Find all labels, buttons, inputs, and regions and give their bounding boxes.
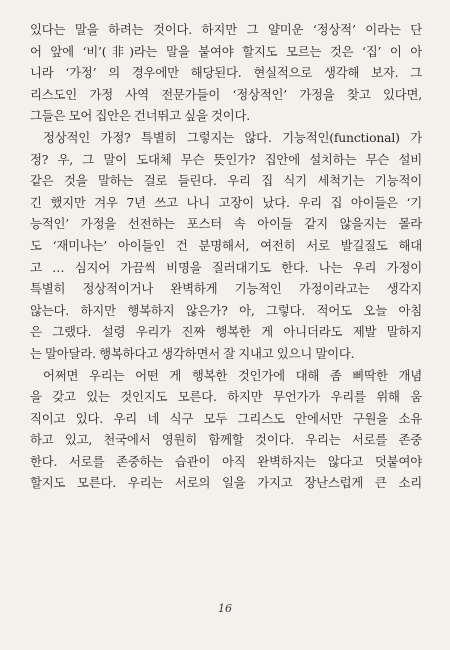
text-line: 하고 있고, 천국에서 영원히 함께할 것이다. 우리는 서로를 존중 — [30, 432, 422, 448]
body-text — [30, 19, 422, 494]
text-line: 리스도인 가정 사역 전문가들이 ‘정상적인’ 가정을 찾고 있다면, — [30, 86, 422, 102]
text-line: 도 ‘재미나는’ 아이들인 건 분명해서, 여전히 서로 발길질도 해대 — [30, 237, 422, 253]
paragraph-2 — [30, 127, 422, 365]
text-line: 특별히 정상적이거나 완벽하게 기능적인 가정이라고는 생각지 — [30, 281, 422, 297]
text-line: 긴 했지만 겨우 7년 쓰고 나니 고장이 났다. 우리 집 아이들은 ‘기 — [30, 194, 422, 210]
text-line: 할지도 모른다. 우리는 서로의 일을 가지고 장난스럽게 큰 소리 — [30, 475, 422, 491]
text-line: 고 … 심지어 가끔씩 비명을 질러대기도 한다. 나는 우리 가정이 — [30, 259, 422, 275]
text-line: 같은 것을 말하는 걸로 들린다. 우리 집 식기 세척기는 기능적이 — [30, 173, 422, 189]
text-line: 니라 ‘가정’ 의 경우에만 해당된다. 현실적으로 생각해 보자. 그 — [30, 65, 422, 81]
text-line: 을 갖고 있는 것인지도 모른다. 하지만 무언가가 우리를 위해 움 — [30, 389, 422, 405]
text-line: 어 앞에 ‘비’(非)라는 말을 붙여야 할지도 모르는 것은 ‘집’ 이 아 — [30, 43, 422, 59]
paragraph-3 — [30, 365, 422, 495]
text-line: 어쩌면 우리는 어떤 게 행복한 것인가에 대해 좀 삐딱한 개념 — [43, 367, 422, 383]
text-line: 능적인’ 가정을 선전하는 포스터 속 아이들 같지 않을지는 몰라 — [30, 216, 422, 232]
paragraph-1 — [30, 19, 422, 127]
text-line: 그들은 모어 집안은 건너뛰고 싶을 것이다. — [30, 108, 251, 124]
text-line: 정상적인 가정? 특별히 그렇지는 않다. 기능적인(functional) 가 — [43, 129, 422, 145]
page-number: 16 — [218, 602, 232, 615]
text-line: 한다. 서로를 존중하는 습관이 아직 완벽하지는 않다고 덧붙여야 — [30, 453, 422, 469]
text-line: 않는다. 하지만 행복하지 않은가? 아, 그렇다. 적어도 오늘 아침 — [30, 302, 422, 318]
text-line: 정? 우, 그 말이 도대체 무슨 뜻인가? 집안에 설치하는 무슨 설비 — [30, 151, 422, 167]
text-line: 은 그랬다. 설령 우리가 진짜 행복한 게 아니더라도 제발 말하지 — [30, 324, 422, 340]
text-line: 는 말아달라. 행복하다고 생각하면서 잘 지내고 있으니 말이다. — [30, 345, 355, 361]
text-line: 직이고 있다. 우리 네 식구 모두 그리스도 안에서만 구원을 소유 — [30, 410, 422, 426]
text-line: 있다는 말을 하려는 것이다. 하지만 그 얄미운 ‘정상적’ 이라는 단 — [30, 22, 422, 37]
